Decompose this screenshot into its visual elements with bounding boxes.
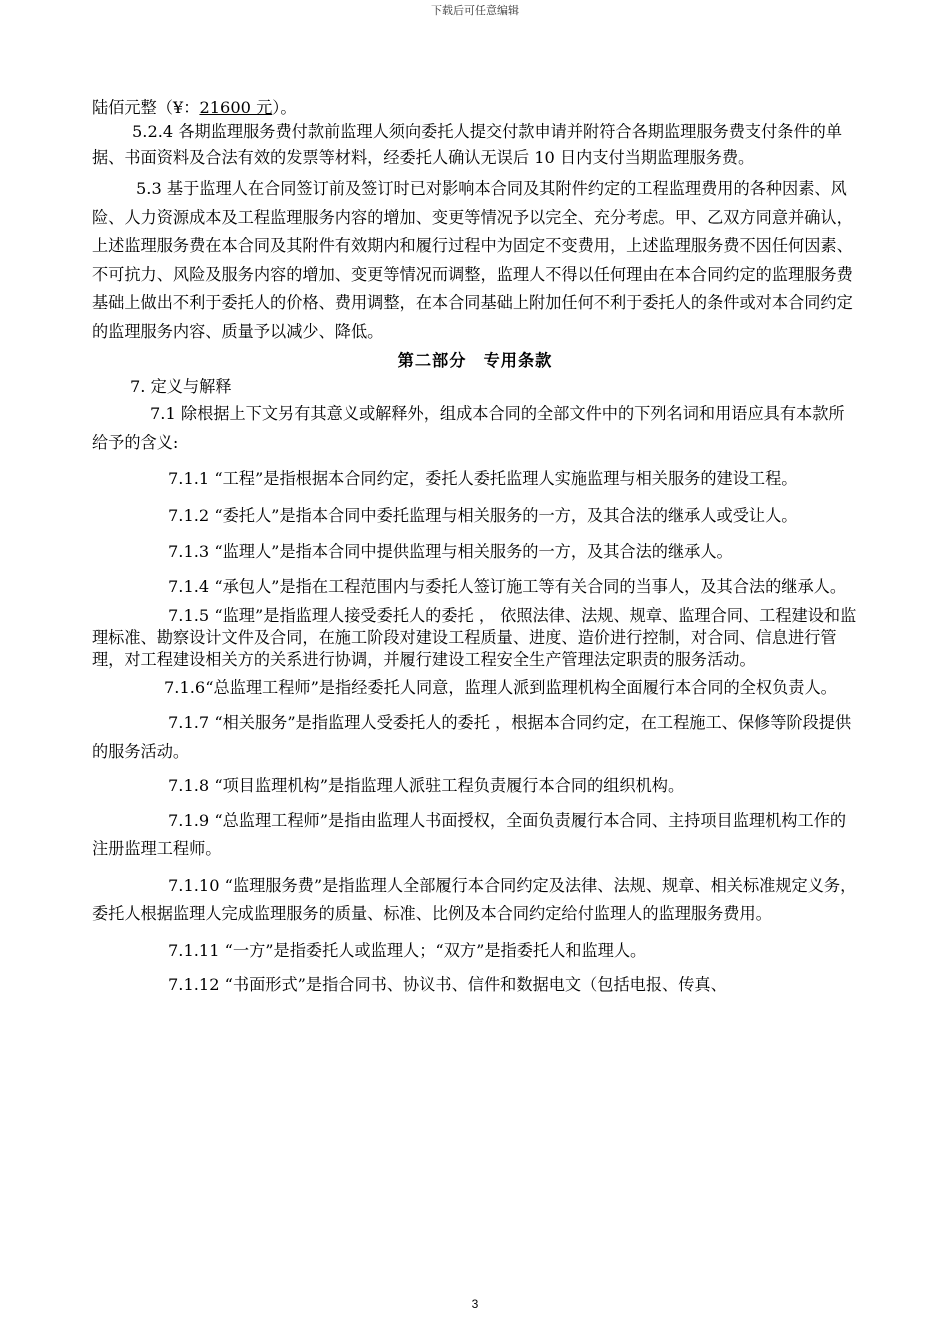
section-7: 7. 定义与解释 bbox=[130, 377, 232, 396]
clause-7-1-12: 7.1.12 “书面形式”是指合同书、协议书、信件和数据电文（包括电报、传真、 bbox=[168, 975, 727, 994]
clause-7-1-4: 7.1.4 “承包人”是指在工程范围内与委托人签订施工等有关合同的当事人，及其合法的继承人。 bbox=[168, 576, 847, 596]
document-body bbox=[92, 97, 858, 1000]
clause-7-1-9: 7.1.9 “总监理工程师”是指由监理人书面授权，全面负责履行本合同、主持项目监理机构工作的注册监理工程师。 bbox=[92, 810, 847, 858]
clause-5-2-4: 5.2.4 各期监理服务费付款前监理人须向委托人提交付款申请并附符合各期监理服务费支付条件的单据、书面资料及合法有效的发票等材料，经委托人确认无误后 10 日内支付当期监理服务费。 bbox=[92, 122, 843, 167]
clause-7-1-11: 7.1.11 “一方”是指委托人或监理人；“双方”是指委托人和监理人。 bbox=[168, 940, 647, 960]
clause-5-3: 5.3 基于监理人在合同签订前及签订时已对影响本合同及其附件约定的工程监理费用的各种因素、风险、人力资源成本及工程监理服务内容的增加、变更等情况予以完全、充分考虑。甲、乙双方同意并确认，上述监理服务费在本合同及其附件有效期内和履行过程中为固定不变费用，上述监理服务费不因任何因素、不可抗力、风险及服务内容的增加、变更等情况而调整，监理人不得以任何理由在本合同约定的监理服务费基础上做出不利于委托人的价格、费用调整，在本合同基础上附加任何不利于委托人的条件或对本合同约定的监理服务内容、质量予以减少、降低。 bbox=[92, 179, 853, 341]
clause-7-1-10: 7.1.10 “监理服务费”是指监理人全部履行本合同约定及法律、法规、规章、相关标准规定义务，委托人根据监理人完成监理服务的质量、标准、比例及本合同约定给付监理人的监理服务费用。 bbox=[92, 875, 857, 923]
clause-7-1-5: 7.1.5 “监理”是指监理人接受委托人的委托 ， 依照法律、法规、规章、监理合同、工程建设和监理标准、勘察设计文件及合同，在施工阶段对建设工程质量、进度、造价进行控制，对合同、信息进行管理，对工程建设相关方的关系进行协调，并履行建设工程安全生产管理法定职责的服务活动。 bbox=[92, 606, 857, 669]
amount-prefix: 陆佰元整（¥： bbox=[92, 98, 200, 117]
page-header: 下载后可任意编辑 bbox=[431, 4, 519, 17]
clause-7-1: 7.1 除根据上下文另有其意义或解释外，组成本合同的全部文件中的下列名词和用语应具有本款所给予的含义: bbox=[92, 404, 845, 452]
clause-7-1-7: 7.1.7 “相关服务”是指监理人受委托人的委托 ，根据本合同约定，在工程施工、保修等阶段提供的服务活动。 bbox=[92, 713, 852, 761]
amount-value: 21600 元 bbox=[199, 98, 273, 117]
amount-suffix: ）。 bbox=[272, 98, 297, 117]
part-heading: 第二部分 专用条款 bbox=[397, 351, 553, 370]
amount-line bbox=[92, 97, 858, 119]
clause-7-1-1: 7.1.1 “工程”是指根据本合同约定，委托人委托监理人实施监理与相关服务的建设工程。 bbox=[168, 469, 798, 488]
page-number: 3 bbox=[471, 1297, 479, 1311]
clause-7-1-2: 7.1.2 “委托人”是指本合同中委托监理与相关服务的一方，及其合法的继承人或受让人。 bbox=[168, 505, 798, 525]
clause-7-1-6: 7.1.6“总监理工程师”是指经委托人同意，监理人派到监理机构全面履行本合同的全权负责人。 bbox=[164, 678, 837, 697]
clause-7-1-8: 7.1.8 “项目监理机构”是指监理人派驻工程负责履行本合同的组织机构。 bbox=[168, 776, 685, 795]
clause-7-1-3: 7.1.3 “监理人”是指本合同中提供监理与相关服务的一方，及其合法的继承人。 bbox=[168, 542, 733, 561]
